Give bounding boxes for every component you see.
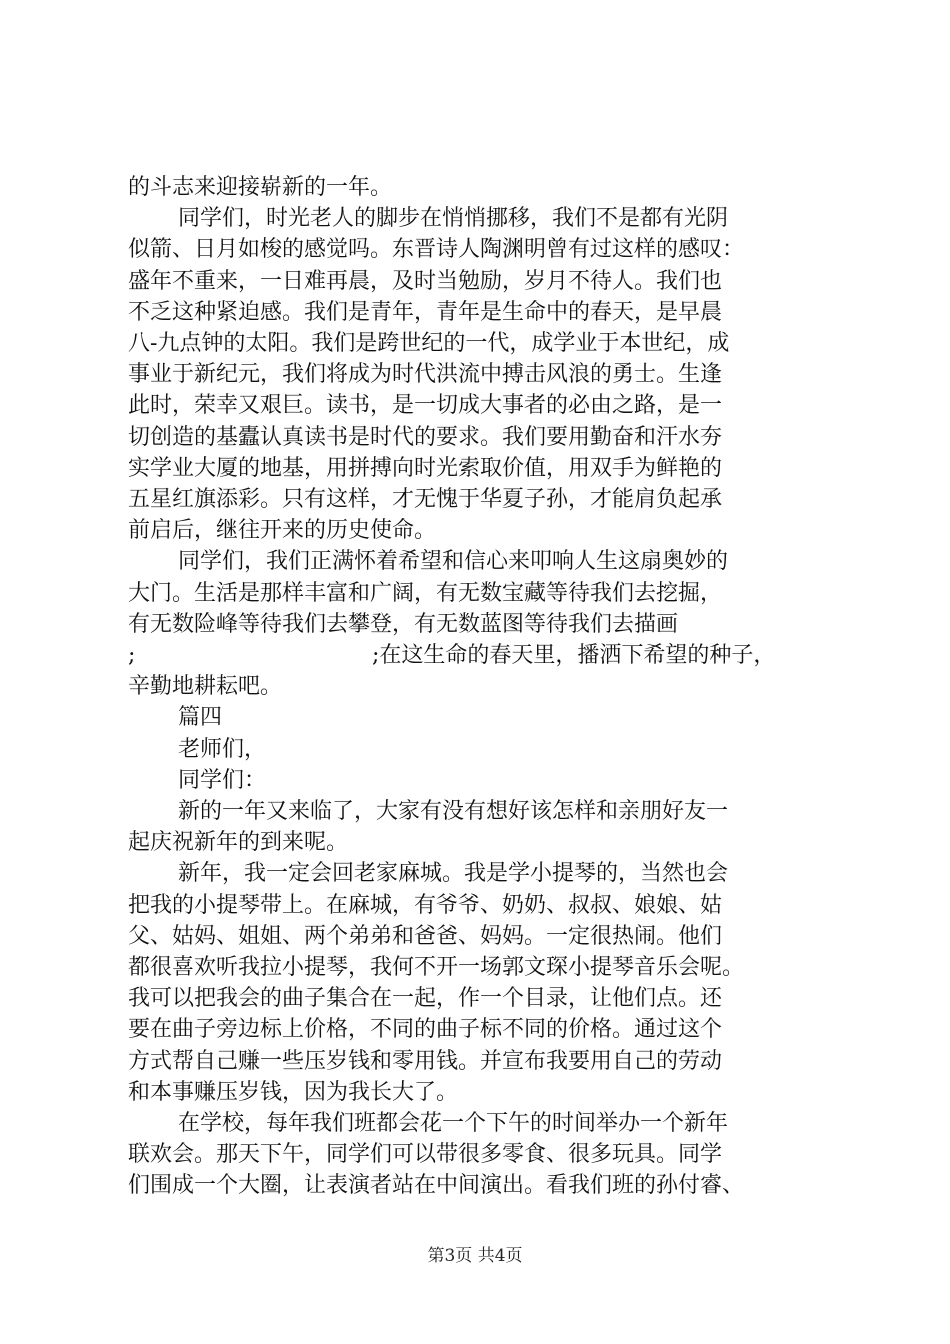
text-line: 方式帮自己赚一些压岁钱和零用钱。并宣布我要用自己的劳动 xyxy=(128,1049,723,1074)
text-line: 似箭、日月如梭的感觉吗。东晋诗人陶渊明曾有过这样的感叹： xyxy=(128,237,745,262)
text-line: 父、姑妈、姐姐、两个弟弟和爸爸、妈妈。一定很热闹。他们 xyxy=(128,924,723,949)
paragraph-start-line: 新年，我一定会回老家麻城。我是学小提琴的，当然也会 xyxy=(178,861,729,886)
page-footer: 第3页 共4页 xyxy=(427,1246,523,1266)
text-line: 实学业大厦的地基，用拼搏向时光索取价值，用双手为鲜艳的 xyxy=(128,456,723,481)
text-fragment: ;在这生命的春天里，播洒下希望的种子， xyxy=(372,643,776,668)
salutation-line: 老师们， xyxy=(178,737,267,762)
text-line: 起庆祝新年的到来呢。 xyxy=(128,830,349,855)
text-line: 不乏这种紧迫感。我们是青年，青年是生命中的春天，是早晨 xyxy=(128,300,723,325)
text-line: 有无数险峰等待我们去攀登，有无数蓝图等待我们去描画 xyxy=(128,612,679,637)
paragraph-start-line: 在学校，每年我们班都会花一个下午的时间举办一个新年 xyxy=(178,1111,729,1136)
text-line: 把我的小提琴带上。在麻城，有爷爷、奶奶、叔叔、娘娘、姑 xyxy=(128,893,723,918)
text-line: 五星红旗添彩。只有这样，才无愧于华夏子孙，才能肩负起承 xyxy=(128,487,723,512)
text-line: 辛勤地耕耘吧。 xyxy=(128,674,283,699)
text-line: 事业于新纪元，我们将成为时代洪流中搏击风浪的勇士。生逢 xyxy=(128,362,723,387)
text-line: 大门。生活是那样丰富和广阔，有无数宝藏等待我们去挖掘， xyxy=(128,581,723,606)
text-line: 盛年不重来，一日难再晨，及时当勉励，岁月不待人。我们也 xyxy=(128,269,723,294)
text-line: 此时，荣幸又艰巨。读书，是一切成大事者的必由之路，是一 xyxy=(128,393,723,418)
text-line: 都很喜欢听我拉小提琴，我何不开一场郭文琛小提琴音乐会呢。 xyxy=(128,955,745,980)
text-line: 切创造的基蠹认真读书是时代的要求。我们要用勤奋和汗水夯 xyxy=(128,425,723,450)
paragraph-start-line: 同学们，我们正满怀着希望和信心来叩响人生这扇奥妙的 xyxy=(178,549,729,574)
paragraph-start-line: 同学们，时光老人的脚步在悄悄挪移，我们不是都有光阴 xyxy=(178,206,729,231)
salutation-line: 同学们： xyxy=(178,768,267,793)
text-line: 联欢会。那天下午，同学们可以带很多零食、很多玩具。同学 xyxy=(128,1142,723,1167)
text-line: 的斗志来迎接崭新的一年。 xyxy=(128,175,393,200)
text-line: 我可以把我会的曲子集合在一起，作一个目录，让他们点。还 xyxy=(128,986,723,1011)
text-line: 们围成一个大圈，让表演者站在中间演出。看我们班的孙付睿、 xyxy=(128,1173,745,1198)
text-fragment: ; xyxy=(128,643,136,668)
text-line: 要在曲子旁边标上价格，不同的曲子标不同的价格。通过这个 xyxy=(128,1017,723,1042)
text-line: 和本事赚压岁钱，因为我长大了。 xyxy=(128,1080,459,1105)
paragraph-start-line: 新的一年又来临了，大家有没有想好该怎样和亲朋好友一 xyxy=(178,799,729,824)
section-heading: 篇四 xyxy=(178,705,223,730)
text-line: 八-九点钟的太阳。我们是跨世纪的一代，成学业于本世纪，成 xyxy=(128,331,730,356)
text-line: 前启后，继往开来的历史使命。 xyxy=(128,518,437,543)
